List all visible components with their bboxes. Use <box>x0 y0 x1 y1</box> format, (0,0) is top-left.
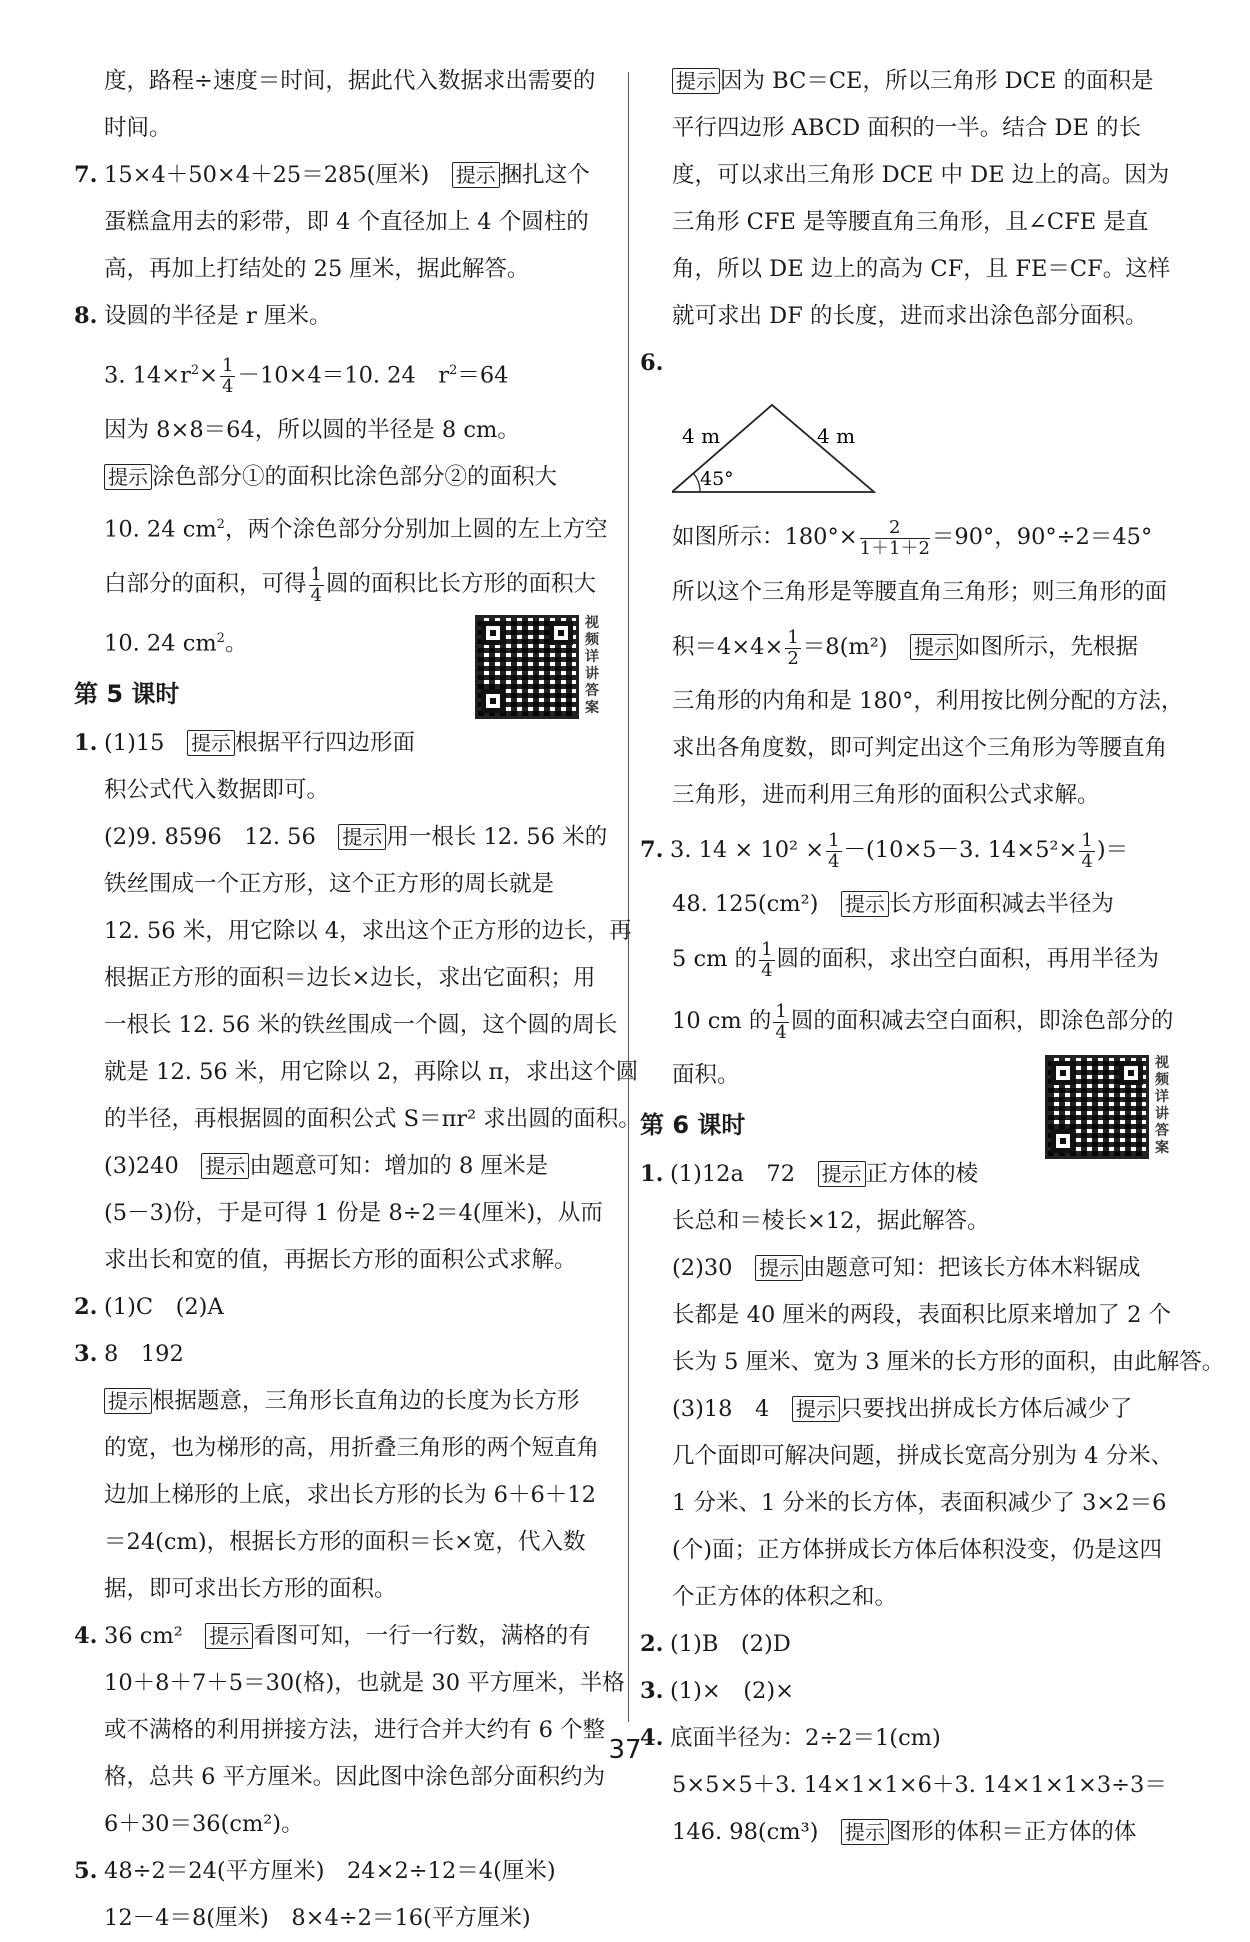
text-line: 146. 98(cm³) 提示 图形的体积＝正方体的体 <box>672 1819 1137 1845</box>
qr-code-icon <box>475 615 579 719</box>
fraction: $\frac{1}{4}$ <box>761 938 773 981</box>
text-line: 边加上梯形的上底，求出长方形的长为 6＋6＋12 <box>104 1481 596 1508</box>
text-line: (个)面；正方体拼成长方体后体积没变，仍是这四 <box>672 1537 1163 1563</box>
text-line: 一根长 12. 56 米的铁丝围成一个圆，这个圆的周长 <box>104 1011 618 1038</box>
question-6: 6. <box>640 350 664 376</box>
text-line: 三角形，进而利用三角形的面积公式求解。 <box>672 782 1100 808</box>
tip-badge: 提示 <box>452 162 500 188</box>
text-line: 10. 24 $cm^2$，两个涂色部分分别加上圆的左上方空 <box>104 516 608 542</box>
text-line: 个正方体的体积之和。 <box>672 1584 898 1610</box>
fraction: $\frac{2}{1+1+2}$ <box>859 516 930 559</box>
text-line: 时间。 <box>104 115 172 141</box>
s5-question-3: 3. 8 192 <box>74 1340 184 1367</box>
tip-badge: 提示 <box>187 730 235 756</box>
text-line: 求出各角度数，即可判定出这个三角形为等腰直角 <box>672 735 1168 761</box>
s5-question-1: 1. (1)15 提示 根据平行四边形面 <box>74 729 416 756</box>
text-line: 1 分米、1 分米的长方体，表面积减少了 3×2＝6 <box>672 1490 1167 1516</box>
text-line: 蛋糕盒用去的彩带，即 4 个直径加上 4 个圆柱的 <box>104 209 589 235</box>
text-line: (2)9. 8596 12. 56 提示 用一根长 12. 56 米的 <box>104 823 608 850</box>
section-title-6: 第 6 课时 <box>640 1111 746 1139</box>
fraction: $\frac{1}{4}$ <box>1081 829 1093 872</box>
text-line: 10＋8＋7＋5＝30(格)，也就是 30 平方厘米，半格 <box>104 1669 625 1696</box>
tip-badge: 提示 <box>841 1819 889 1845</box>
text-line: 6＋30＝36(cm²)。 <box>104 1810 304 1837</box>
text-line: 就是 12. 56 米，用它除以 2，再除以 π，求出这个圆 <box>104 1058 639 1085</box>
tip-line: 提示 因为 BC＝CE，所以三角形 DCE 的面积是 <box>672 58 1217 105</box>
tip-badge: 提示 <box>841 891 889 917</box>
text-line: 几个面即可解决问题，拼成长宽高分别为 4 分米、 <box>672 1443 1174 1469</box>
tip-line: 提示 根据题意，三角形长直角边的长度为长方形 <box>74 1378 619 1425</box>
s5-question-4: 4. 36 cm² 提示 看图可知，一行一行数，满格的有 <box>74 1622 591 1649</box>
text-line: 的宽，也为梯形的高，用折叠三角形的两个短直角 <box>104 1434 600 1461</box>
triangle-figure <box>672 387 902 505</box>
text-line: ＝24(cm)，根据长方形的面积＝长×宽，代入数 <box>104 1528 586 1555</box>
tip-badge: 提示 <box>205 1623 253 1649</box>
text-line: 角，所以 DE 边上的高为 CF，且 FE＝CF。这样 <box>672 256 1171 282</box>
text-line: 高，再加上打结处的 25 厘米，据此解答。 <box>104 256 530 282</box>
text-line: 长都是 40 厘米的两段，表面积比原来增加了 2 个 <box>672 1302 1172 1328</box>
fraction: $\frac{1}{4}$ <box>828 829 840 872</box>
text-line: 因为 8×8＝64，所以圆的半径是 8 cm。 <box>104 416 520 443</box>
s5-question-5: 5. 48÷2＝24(平方厘米) 24×2÷12＝4(厘米) <box>74 1857 556 1884</box>
fraction: $\frac{1}{4}$ <box>310 563 322 606</box>
text-line: 48. 125(cm²) 提示 长方形面积减去半径为 <box>672 891 1114 917</box>
column-divider <box>628 72 629 1722</box>
text-line: 面积。 <box>672 1062 740 1088</box>
fraction: $\frac{1}{2}$ <box>787 626 799 669</box>
text-line: 就可求出 DF 的长度，进而求出涂色部分面积。 <box>672 303 1148 329</box>
equation-line: 3. $14\times r^2\times$ $\frac{1}{4}$ －10×4＝10. 24 $r^2=64$ <box>104 355 509 397</box>
qr-label: 视频详讲答案 <box>585 615 599 716</box>
left-side-label: 4 m <box>682 424 721 448</box>
tip-badge: 提示 <box>755 1255 803 1281</box>
text-line: 的半径，再根据圆的面积公式 S＝πr² 求出圆的面积。 <box>104 1105 641 1132</box>
question-7: 7. 15×4＋50×4＋25＝285(厘米) 提示 捆扎这个 <box>74 162 590 188</box>
tip-badge: 提示 <box>104 1388 152 1414</box>
isosceles-triangle-diagram <box>672 387 902 505</box>
text-line: (5－3)份，于是可得 1 份是 8÷2＝4(厘米)，从而 <box>104 1199 603 1226</box>
section-title-5: 第 5 课时 <box>74 679 180 708</box>
angle-label: 45° <box>700 468 734 490</box>
qr-code-section5[interactable] <box>475 615 599 719</box>
text-line: (3)240 提示 由题意可知：增加的 8 厘米是 <box>104 1152 548 1179</box>
s6-question-1: 1. (1)12a 72 提示 正方体的棱 <box>640 1161 979 1187</box>
tip-badge: 提示 <box>818 1161 866 1187</box>
qr-label: 视频详讲答案 <box>1155 1055 1169 1156</box>
s6-question-2: 2. (1)B (2)D <box>640 1631 791 1657</box>
text-line: (2)30 提示 由题意可知：把该长方体木料锯成 <box>672 1255 1141 1281</box>
tip-badge: 提示 <box>338 824 386 850</box>
text-line: 据，即可求出长方形的面积。 <box>104 1575 397 1602</box>
equation-line: 如图所示：180°× $\frac{2}{1+1+2}$ ＝90°，90°÷2＝45° <box>672 516 1153 559</box>
text-line: 5 cm 的 $\frac{1}{4}$ 圆的面积，求出空白面积，再用半径为 <box>672 938 1160 981</box>
page-number: 37 <box>608 1735 642 1765</box>
s5-question-2: 2. (1)C (2)A <box>74 1293 224 1320</box>
tip-line: 提示 涂色部分①的面积比涂色部分②的面积大 <box>74 454 619 501</box>
text-line: 12. 56 米，用它除以 4，求出这个正方形的边长，再 <box>104 917 632 944</box>
question-8: 8. 设圆的半径是 r 厘米。 <box>74 303 332 329</box>
text-line: 长为 5 厘米、宽为 3 厘米的长方形的面积，由此解答。 <box>672 1349 1225 1375</box>
text-line: 积＝4×4× $\frac{1}{2}$ ＝8(m²) 提示 如图所示，先根据 <box>672 626 1139 669</box>
right-column <box>640 58 1225 1856</box>
text-line: 10 cm 的 $\frac{1}{4}$ 圆的面积减去空白面积，即涂色部分的 <box>672 1000 1174 1043</box>
text-line: 12－4＝8(厘米) 8×4÷2＝16(平方厘米) <box>104 1904 531 1931</box>
text-line: 度，路程÷速度＝时间，据此代入数据求出需要的 <box>104 68 596 94</box>
text-line: 长总和＝棱长×12，据此解答。 <box>672 1208 990 1234</box>
text-line: 所以这个三角形是等腰直角三角形；则三角形的面 <box>672 579 1168 605</box>
text-line: 或不满格的利用拼接方法，进行合并大约有 6 个整 <box>104 1716 606 1743</box>
text-line: 三角形的内角和是 180°，利用按比例分配的方法， <box>672 688 1184 714</box>
text-line: 平行四边形 ABCD 面积的一半。结合 DE 的长 <box>672 115 1142 141</box>
text-line: 铁丝围成一个正方形，这个正方形的周长就是 <box>104 870 555 897</box>
s6-question-3: 3. (1)× (2)× <box>640 1678 794 1704</box>
text-line: 积公式代入数据即可。 <box>104 776 330 803</box>
text-line: 白部分的面积，可得 $\frac{1}{4}$ 圆的面积比长方形的面积大 <box>104 563 596 606</box>
fraction: $\frac{1}{4}$ <box>775 1000 787 1043</box>
text-line: 格，总共 6 平方厘米。因此图中涂色部分面积约为 <box>104 1763 606 1790</box>
text-line: 度，可以求出三角形 DCE 中 DE 边上的高。因为 <box>672 162 1170 188</box>
text-line: 10. 24 $cm^2$。 <box>104 630 248 657</box>
text-line: (3)18 4 提示 只要找出拼成长方体后减少了 <box>672 1396 1133 1422</box>
tip-badge: 提示 <box>201 1153 249 1179</box>
tip-badge: 提示 <box>910 634 958 660</box>
s6-question-4: 4. 底面半径为：2÷2＝1(cm) <box>640 1725 941 1751</box>
tip-badge: 提示 <box>672 68 720 94</box>
text-line: 根据正方形的面积＝边长×边长，求出它面积；用 <box>104 964 596 991</box>
text-line: 5×5×5＋3. 14×1×1×6＋3. 14×1×1×3÷3＝ <box>672 1772 1167 1798</box>
right-side-label: 4 m <box>817 424 856 448</box>
text-line: 求出长和宽的值，再据长方形的面积公式求解。 <box>104 1246 577 1273</box>
fraction: $\frac{1}{4}$ <box>222 355 234 397</box>
question-7-right: 7. 3. 14 × 10² × $\frac{1}{4}$ －(10×5－3. 14×5²× $\frac{1}{4}$ )＝ <box>640 829 1129 872</box>
text-line: 三角形 CFE 是等腰直角三角形，且∠CFE 是直 <box>672 209 1149 235</box>
tip-badge: 提示 <box>104 464 152 490</box>
tip-badge: 提示 <box>792 1396 840 1422</box>
